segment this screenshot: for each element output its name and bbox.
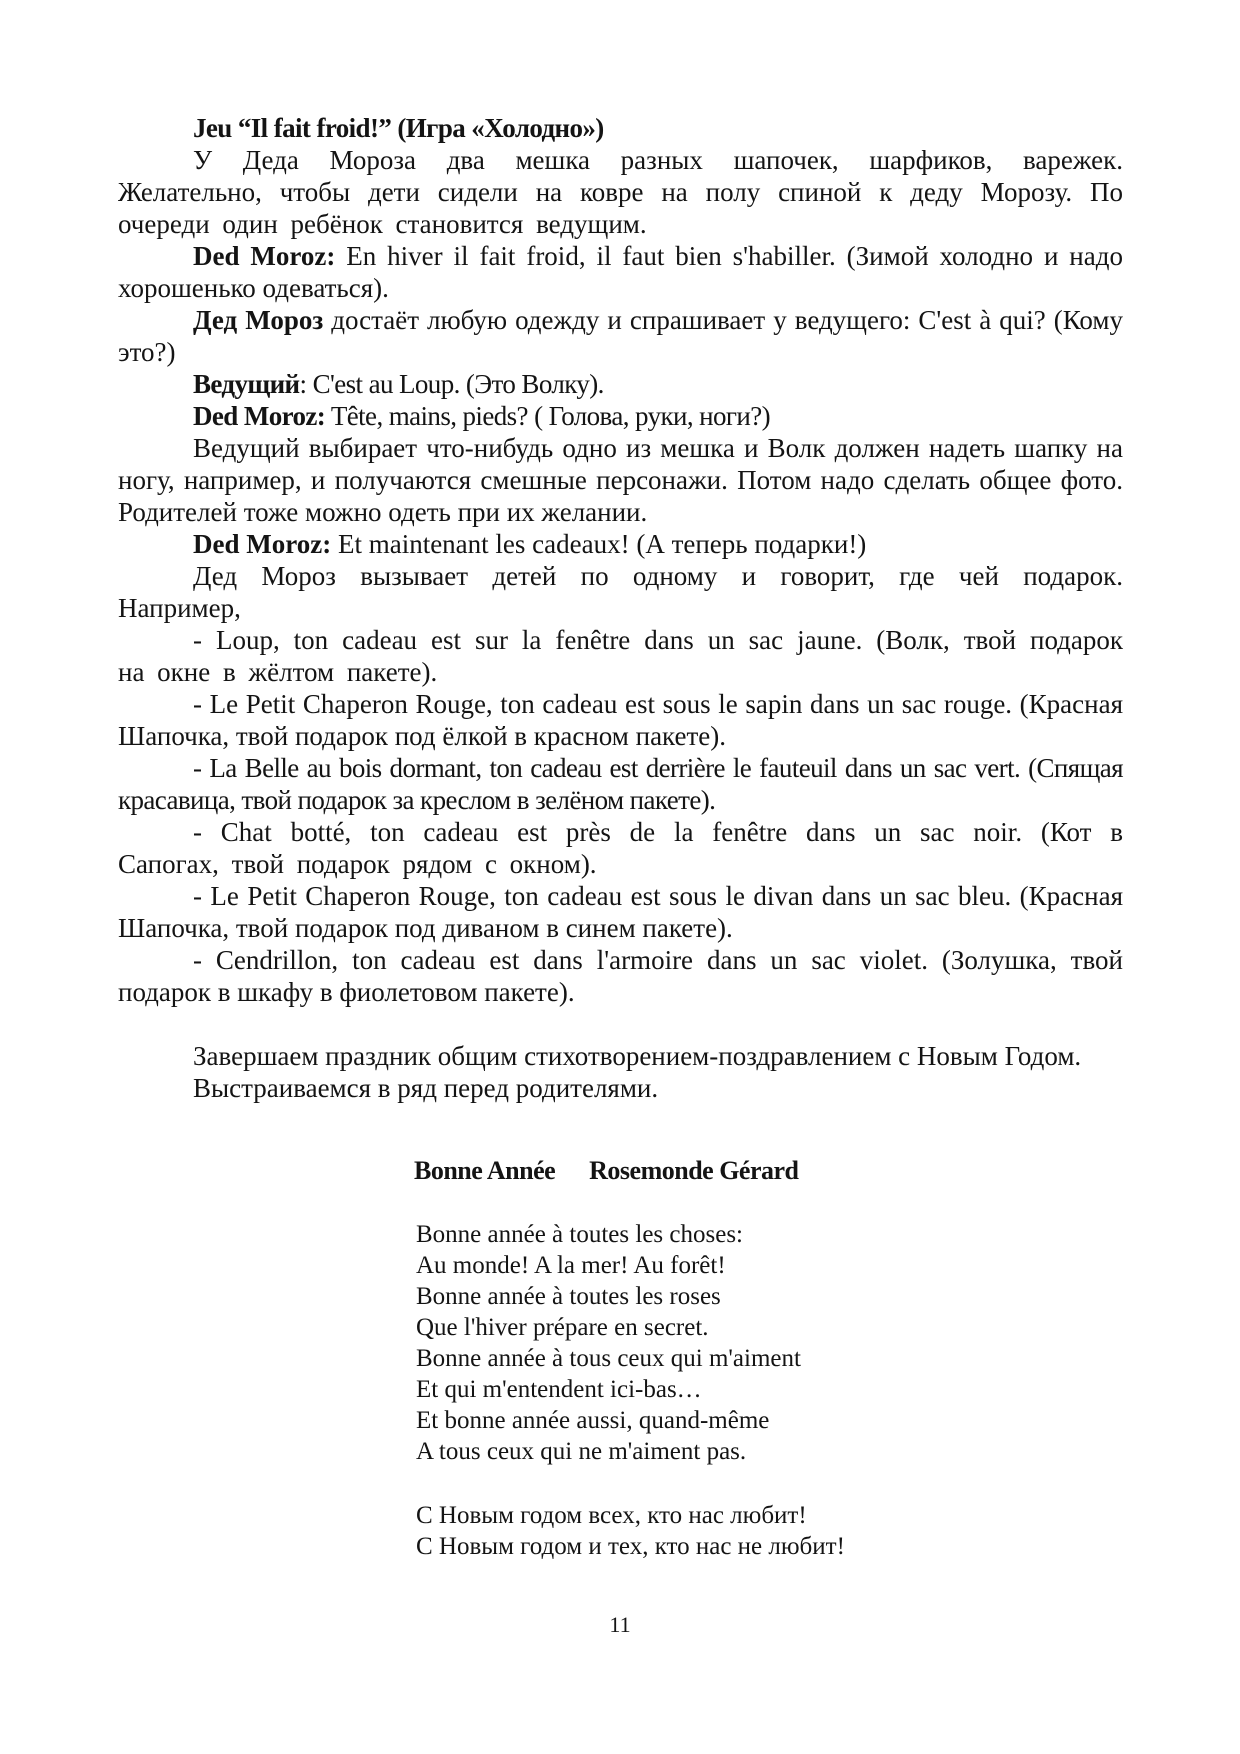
speaker-name: Ведущий: [193, 369, 300, 399]
paragraph-text: Дед Мороз вызывает детей по одному и говорит, где чей подарок. Например,: [118, 561, 1123, 623]
speaker-name: Ded Moroz:: [193, 529, 332, 559]
paragraph-instructions: [118, 432, 1123, 528]
dialogue-text: En hiver il fait froid, il faut bien s'habiller. (Зимой холодно и надо хорошенько одеваться).: [118, 241, 1123, 303]
gift-line: - Le Petit Chaperon Rouge, ton cadeau est sous le divan dans un sac bleu. (Красная Шапочка, твой подарок под диваном в синем пакете).: [118, 881, 1123, 943]
closing-paragraph: Завершаем праздник общим стихотворением-поздравлением с Новым Годом.: [193, 1041, 1082, 1071]
verse-line: A tous ceux qui ne m'aiment pas.: [416, 1438, 747, 1465]
paragraph-gifts-intro: [118, 560, 1123, 624]
gift-line: - Chat botté, ton cadeau est près de la fenêtre dans un sac noir. (Кот в Сапогах, твой подарок рядом с окном).: [118, 817, 1123, 879]
speaker-name: Ded Moroz:: [193, 401, 326, 431]
gift-line: - Le Petit Chaperon Rouge, ton cadeau est sous le sapin dans un sac rouge. (Красная Шапочка, твой подарок под ёлкой в красном пакете).: [118, 689, 1123, 751]
dialogue-text: Tête, mains, pieds? ( Голова, руки, ноги?): [325, 401, 770, 431]
dialogue-text: достаёт любую одежду и спрашивает у ведущего: C'est à qui? (Кому это?): [118, 305, 1123, 367]
poem-title: Bonne Année: [414, 1156, 556, 1185]
verse-line: Que l'hiver prépare en secret.: [416, 1314, 709, 1341]
verse-line: С Новым годом и тех, кто нас не любит!: [416, 1533, 845, 1560]
verse-line: Au monde! A la mer! Au forêt!: [416, 1252, 726, 1279]
dialogue-line: [118, 368, 1123, 400]
dialogue-line: [118, 304, 1123, 368]
closing-paragraph: Выстраиваемся в ряд перед родителями.: [193, 1073, 659, 1103]
poem-author: Rosemonde Gérard: [589, 1156, 799, 1185]
spacer: [118, 1008, 1123, 1040]
section-heading: Jeu “Il fait froid!” (Игра «Холодно»): [193, 113, 604, 143]
verse-line: Et bonne année aussi, quand-même: [416, 1407, 770, 1434]
speaker-name: Дед Мороз: [193, 305, 324, 335]
speaker-name: Ded Moroz:: [193, 241, 336, 271]
stanza-break: [416, 1467, 845, 1500]
dialogue-line: [118, 240, 1123, 304]
paragraph-intro: [118, 144, 1123, 240]
document-page: [118, 112, 1123, 1104]
gift-line: - Cendrillon, ton cadeau est dans l'armoire dans un sac violet. (Золушка, твой подарок в шкафу в фиолетовом пакете).: [118, 945, 1123, 1007]
paragraph-text: Ведущий выбирает что-нибудь одно из мешка и Волк должен надеть шапку на ногу, например, и получаются смешные персонажи. Потом надо сделать общее фото. Родителей тоже можно одеть при их желании.: [118, 433, 1123, 527]
page-number: 11: [609, 1612, 631, 1637]
dialogue-text: : C'est au Loup. (Это Волку).: [299, 369, 604, 399]
dialogue-line: [118, 400, 1123, 432]
verse-line: Et qui m'entendent ici-bas…: [416, 1376, 702, 1403]
gift-line: - Loup, ton cadeau est sur la fenêtre dans un sac jaune. (Волк, твой подарок на окне в жёлтом пакете).: [118, 625, 1123, 687]
verse-line: Bonne année à tous ceux qui m'aiment: [416, 1345, 801, 1372]
dialogue-line: [118, 528, 1123, 560]
verse-line: Bonne année à toutes les roses: [416, 1283, 721, 1310]
gift-line: - La Belle au bois dormant, ton cadeau est derrière le fauteuil dans un sac vert. (Спящая красавица, твой подарок за креслом в зелёном пакете).: [118, 753, 1123, 815]
verse-line: Bonne année à toutes les choses:: [416, 1221, 743, 1248]
dialogue-text: Et maintenant les cadeaux! (А теперь подарки!): [331, 529, 867, 559]
poem-header: [414, 1155, 845, 1187]
paragraph-text: У Деда Мороза два мешка разных шапочек, шарфиков, варежек. Желательно, чтобы дети сидели на ковре на полу спиной к деду Морозу. По очереди один ребёнок становится ведущим.: [118, 145, 1123, 239]
verse-line: С Новым годом всех, кто нас любит!: [416, 1502, 807, 1529]
poem: [416, 1155, 845, 1562]
